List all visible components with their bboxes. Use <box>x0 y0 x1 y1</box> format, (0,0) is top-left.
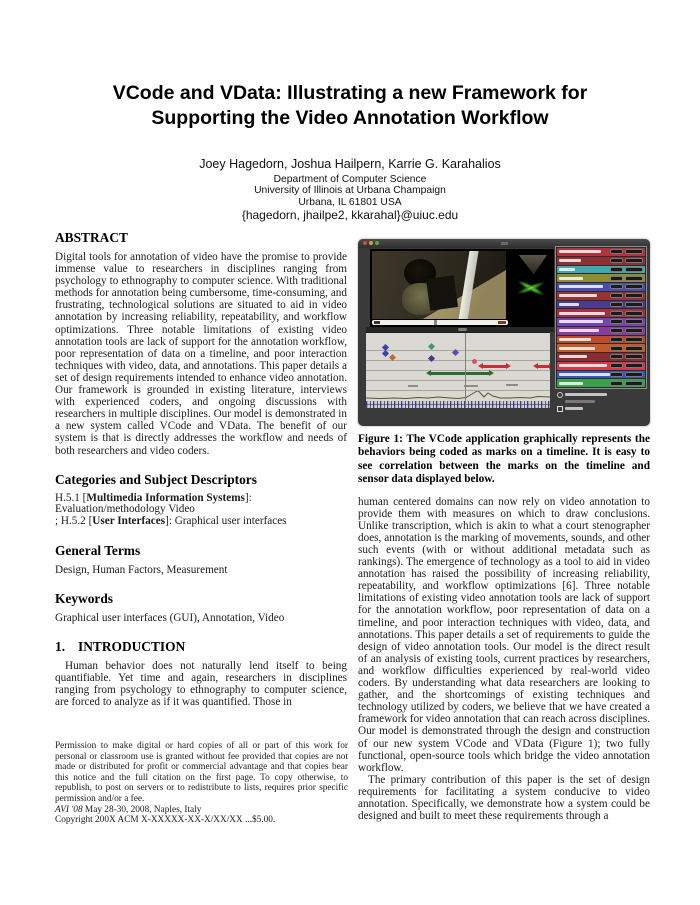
categories-l3c: ]: Graphical user interfaces <box>165 515 287 528</box>
timeline-smudge <box>408 385 418 387</box>
annotation-track <box>557 336 645 344</box>
affiliation-block <box>0 174 700 209</box>
track-mark-button <box>610 276 623 281</box>
figure-1 <box>358 239 650 487</box>
timeline-smudge <box>506 384 518 386</box>
track-timed-button <box>625 381 643 386</box>
annotation-track <box>557 283 645 291</box>
track-label-blur <box>559 338 591 341</box>
categories-heading: Categories and Subject Descriptors <box>55 471 257 487</box>
section-number: 1. <box>55 639 66 655</box>
venue-line <box>55 805 348 816</box>
track-mark-button <box>610 302 623 307</box>
main-video <box>372 251 506 319</box>
track-label-blur <box>559 347 595 350</box>
abstract-heading: ABSTRACT <box>55 230 128 245</box>
window-control-dot <box>369 241 373 245</box>
track-label-blur <box>559 355 587 358</box>
annotation-track <box>557 362 645 370</box>
section-title: INTRODUCTION <box>78 639 186 655</box>
monitor-silhouette <box>426 275 458 311</box>
timeline-lane <box>366 370 550 371</box>
track-mark-button <box>610 319 623 324</box>
introduction-text: Human behavior does not naturally lend itself to being quantifiable. Yet time and again, researchers in disciplines ranging from psychology to ethnography to computer science, are forced to analyze as if it was quantified. Those in <box>55 660 347 709</box>
scrubber-timecode <box>498 321 506 324</box>
track-label-blur <box>559 312 605 315</box>
track-label-blur <box>559 277 583 280</box>
annotation-track <box>557 292 645 300</box>
checkbox-option-row <box>557 405 647 412</box>
track-timed-button <box>625 319 643 324</box>
track-timed-button <box>625 372 643 377</box>
venue-name: AVI '08 <box>55 804 83 815</box>
track-label-blur <box>559 259 581 262</box>
annotation-track <box>557 379 645 387</box>
categories-l2: Evaluation/methodology Video <box>55 503 195 516</box>
span-arrow-right-icon <box>549 363 550 369</box>
copyright-line: Copyright 200X ACM X-XXXXX-XX-X/XX/XX ...$5.00. <box>55 815 276 826</box>
body-paragraph-1: human centered domains can now rely on video annotation to provide them with measures on which to draw conclusions. Unlike transcription, which is akin to what a court stenographer does, annotation is the marking of movements, sounds, and other such events (with or without additional metadata such as rankings). The emergence of technology as a tool to aid in video annotation has raised the possibility of increasing reliability, repeatability, and workflow optimizations [6]. Three notable limitations of existing video annotation tools are lack of support for the annotation workflow, poor representation of data on a timeline, and poor interaction techniques with video, data, and annotations. This paper details a set of requirements to guide the design of video annotation tools. Our model is the direct result of an analysis of existing tools, current practices by researchers, and workflow difficulties experienced by real-world video coders. By understanding what data researchers are looking to gather, and the shortcomings of existing techniques and technology utilized by coders, we believe that we have created a framework for video annotation that can reach across disciplines. Our model is demonstrated through the design and construction of our new system VCode and VData (Figure 1); two fully functional, open-source tools which bridge the video annotation workflow. <box>358 495 650 774</box>
timeline-lane <box>366 360 550 361</box>
option-label-blur <box>565 407 583 410</box>
span-arrow-left-icon <box>426 370 431 376</box>
span-arrow-left-icon <box>533 363 538 369</box>
vcode-application-screenshot <box>358 239 650 426</box>
department-line: Department of Computer Science <box>273 173 427 185</box>
video-panel <box>370 249 554 327</box>
track-timed-button <box>625 276 643 281</box>
track-timed-button <box>625 346 643 351</box>
track-mark-button <box>610 381 623 386</box>
introduction-heading <box>55 640 347 654</box>
track-timed-button <box>625 284 643 289</box>
track-label-blur <box>559 294 597 297</box>
authors-line: Joey Hagedorn, Joshua Hailpern, Karrie G. Karahalios <box>199 157 501 171</box>
categories-l1b: Multimedia Information Systems <box>86 491 245 504</box>
track-mark-button <box>610 337 623 342</box>
body-paragraph-2: The primary contribution of this paper is the set of design requirements for facilitating a system conducive to video annotation. Specifically, we demonstrate how a system could be designed and built to meet these requirements through a <box>358 773 650 823</box>
track-mark-button <box>610 372 623 377</box>
title-block <box>0 81 700 222</box>
timeline-panel <box>366 332 550 408</box>
track-timed-button <box>625 354 643 359</box>
window-control-dot <box>363 241 367 245</box>
categories-text <box>55 493 347 528</box>
span-arrow-right-icon <box>506 363 511 369</box>
annotation-track <box>557 274 645 282</box>
radio-icon <box>557 392 563 398</box>
timeline-span <box>482 365 507 368</box>
annotation-track <box>557 318 645 326</box>
annotation-track <box>557 327 645 335</box>
paper-title-line2: Supporting the Video Annotation Workflow <box>151 107 549 129</box>
track-timed-button <box>625 293 643 298</box>
university-line: University of Illinois at Urbana Champaign <box>254 185 446 196</box>
timeline-mark <box>428 343 435 350</box>
email-line: {hagedorn, jhailpe2, kkarahal}@uiuc.edu <box>241 208 459 222</box>
categories-l1a: H.5.1 [ <box>55 491 87 504</box>
categories-l1c: ]: <box>244 491 252 504</box>
track-timed-button <box>625 337 643 342</box>
timeline-smudge <box>464 385 478 387</box>
annotation-track <box>557 309 645 317</box>
track-timed-button <box>625 302 643 307</box>
permission-note: Permission to make digital or hard copies of all or part of this work for personal or classroom use is granted without fee provided that copies are not made or distributed for profit or commercial advantage and that copies bear this notice and the full citation on the first page. To copy otherwise, to republish, to post on servers or to redistribute to lists, requires prior specific permission and/or a fee. <box>55 741 348 804</box>
checkbox-icon <box>557 406 563 412</box>
scrubber-left-controls-icon <box>374 321 380 324</box>
window-control-dot <box>375 241 379 245</box>
track-label-blur <box>559 250 601 253</box>
annotation-track <box>557 371 645 379</box>
track-mark-button <box>610 311 623 316</box>
annotation-track <box>557 353 645 361</box>
categories-l3a: ; H.5.2 [ <box>55 515 93 528</box>
easel-wedge-shape <box>516 255 550 277</box>
timeline-options-panel <box>557 391 647 412</box>
playhead-line <box>465 333 466 408</box>
window-controls <box>363 241 379 245</box>
annotation-track <box>557 344 645 352</box>
paper-title-line1: VCode and VData: Illustrating a new Framework for <box>112 82 588 104</box>
categories-l3b: User Interfaces <box>92 515 166 528</box>
figure-caption: Figure 1: The VCode application graphically represents the behaviors being coded as marks on a timeline. It is easy to see correlation between the marks on the timeline and sensor data displayed below. <box>358 433 650 486</box>
track-label-blur <box>559 364 607 367</box>
annotation-track-list <box>555 246 647 389</box>
timeline-span <box>430 372 490 375</box>
divider-handle-icon <box>458 328 467 331</box>
annotation-track <box>557 266 645 274</box>
track-mark-button <box>610 284 623 289</box>
annotation-track <box>557 248 645 256</box>
option-label-blur <box>565 393 607 396</box>
window-menu-icon <box>501 242 508 245</box>
track-mark-button <box>610 258 623 263</box>
track-mark-button <box>610 354 623 359</box>
track-mark-button <box>610 267 623 272</box>
keywords-heading: Keywords <box>55 591 114 607</box>
general-terms-heading: General Terms <box>55 542 141 558</box>
secondary-video <box>510 249 554 327</box>
keywords-text: Graphical user interfaces (GUI), Annotation, Video <box>55 612 285 625</box>
video-scrubber <box>372 320 508 325</box>
option-label-blur <box>565 400 595 403</box>
timeline-mark <box>382 350 389 357</box>
copyright-footnote <box>55 741 348 826</box>
track-timed-button <box>625 258 643 263</box>
track-label-blur <box>559 303 579 306</box>
abstract-text: Digital tools for annotation of video have the promise to provide immense value to researchers in disciplines ranging from psychology to ethnography to computer science. With traditional methods for annotation being cumbersome, time-consuming, and frustrating, technological solutions are situated to aid in video annotation by increasing reliability, repeatability, and workflow optimizations. Three notable limitations of existing video annotation tools are lack of support for the annotation workflow, poor representation of data on a timeline, and poor interaction techniques with video, data, and annotations. This paper details a set of design requirements intended to enhance video annotation. Our framework is grounded in existing literature, interviews with experienced coders, and ongoing discussions with researchers in multiple disciplines. Our model is demonstrated in a new system called VCode and VData. The benefit of our system is that is directly addresses the workflow and needs of both researchers and video coders. <box>55 251 347 457</box>
timeline-lane <box>366 390 550 391</box>
track-label-blur <box>559 285 603 288</box>
span-arrow-right-icon <box>489 370 494 376</box>
timeline-mark <box>472 359 477 364</box>
track-mark-button <box>610 249 623 254</box>
annotation-track <box>557 301 645 309</box>
venue-date-location: May 28-30, 2008, Naples, Italy <box>82 804 202 815</box>
scrubber-handle <box>434 320 437 325</box>
span-arrow-left-icon <box>478 363 483 369</box>
audio-waveform <box>366 401 550 408</box>
track-timed-button <box>625 311 643 316</box>
track-mark-button <box>610 363 623 368</box>
right-column <box>358 239 650 822</box>
track-label-blur <box>559 320 603 323</box>
track-label-blur <box>559 268 575 271</box>
sub-option-row <box>557 398 647 405</box>
track-timed-button <box>625 267 643 272</box>
address-line: Urbana, IL 61801 USA <box>298 196 402 208</box>
track-label-blur <box>559 373 610 376</box>
track-timed-button <box>625 249 643 254</box>
track-mark-button <box>610 293 623 298</box>
track-mark-button <box>610 346 623 351</box>
timeline-lane <box>366 380 550 381</box>
general-terms-text: Design, Human Factors, Measurement <box>55 563 228 576</box>
track-mark-button <box>610 328 623 333</box>
left-column <box>55 231 347 709</box>
track-label-blur <box>559 382 583 385</box>
track-timed-button <box>625 363 643 368</box>
annotation-track <box>557 257 645 265</box>
playback-option-row <box>557 391 647 398</box>
track-label-blur <box>559 329 599 332</box>
track-timed-button <box>625 328 643 333</box>
timeline-span <box>537 365 550 368</box>
